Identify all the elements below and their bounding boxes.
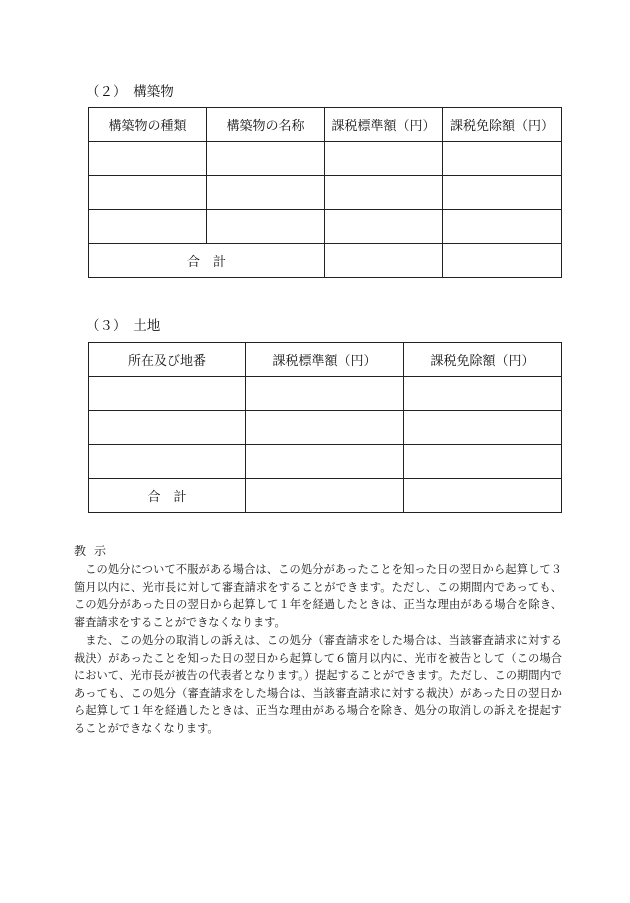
table-cell — [207, 142, 325, 176]
header-tax-exemption: 課税免除額（円） — [404, 343, 562, 377]
total-tax-base-cell — [325, 244, 443, 278]
table-row — [89, 142, 562, 176]
table-cell — [89, 142, 207, 176]
table-header-row — [89, 343, 562, 377]
table-header-row — [89, 108, 562, 142]
table-cell — [207, 176, 325, 210]
header-tax-base: 課税標準額（円） — [325, 108, 443, 142]
table-cell — [404, 411, 562, 445]
notice-paragraph-1: この処分について不服がある場合は、この処分があったことを知った日の翌日から起算して３箇月以内に、光市長に対して審査請求をすることができます。ただし、この期間内であっても、この処分があった日の翌日から起算して１年を経過したときは、正当な理由がある場合を除き、審査請求をすることができなくなります。 — [74, 563, 562, 629]
table-cell — [246, 411, 404, 445]
table-row — [89, 445, 562, 479]
notice-title: 教示 — [74, 544, 115, 558]
table-row — [89, 377, 562, 411]
header-structure-name: 構築物の名称 — [207, 108, 325, 142]
total-tax-exemption-cell — [443, 244, 562, 278]
land-table — [88, 342, 562, 513]
total-label: 合 計 — [89, 479, 246, 513]
header-tax-exemption: 課税免除額（円） — [443, 108, 562, 142]
header-structure-type: 構築物の種類 — [89, 108, 207, 142]
table-cell — [325, 142, 443, 176]
section3-heading: （３） 土地 — [86, 318, 161, 334]
total-tax-base-cell — [246, 479, 404, 513]
table-row — [89, 176, 562, 210]
table-cell — [89, 411, 246, 445]
table-cell — [89, 176, 207, 210]
table-cell — [404, 377, 562, 411]
total-tax-exemption-cell — [404, 479, 562, 513]
table-cell — [246, 377, 404, 411]
table-row — [89, 210, 562, 244]
table-cell — [443, 142, 562, 176]
notice-paragraph-2: また、この処分の取消しの訴えは、この処分（審査請求をした場合は、当該審査請求に対する裁決）があったことを知った日の翌日から起算して６箇月以内に、光市を被告として（この場合において、光市長が被告の代表者となります。）提起することができます。ただし、この期間内であっても、この処分（審査請求をした場合は、当該審査請求に対する裁決）があった日の翌日から起算して１年を経過したときは、正当な理由がある場合を除き、処分の取消しの訴えを提起することができなくなります。 — [74, 634, 562, 735]
total-row — [89, 479, 562, 513]
table-cell — [443, 176, 562, 210]
header-location-lot: 所在及び地番 — [89, 343, 246, 377]
table-cell — [325, 176, 443, 210]
table-cell — [89, 377, 246, 411]
table-cell — [89, 445, 246, 479]
total-row — [89, 244, 562, 278]
table-cell — [207, 210, 325, 244]
table-cell — [89, 210, 207, 244]
table-cell — [325, 210, 443, 244]
header-tax-base: 課税標準額（円） — [246, 343, 404, 377]
table-cell — [404, 445, 562, 479]
table-row — [89, 411, 562, 445]
section2-heading: （２） 構築物 — [86, 84, 174, 100]
table-cell — [246, 445, 404, 479]
total-label: 合 計 — [89, 244, 325, 278]
table-cell — [443, 210, 562, 244]
structures-table — [88, 107, 562, 278]
